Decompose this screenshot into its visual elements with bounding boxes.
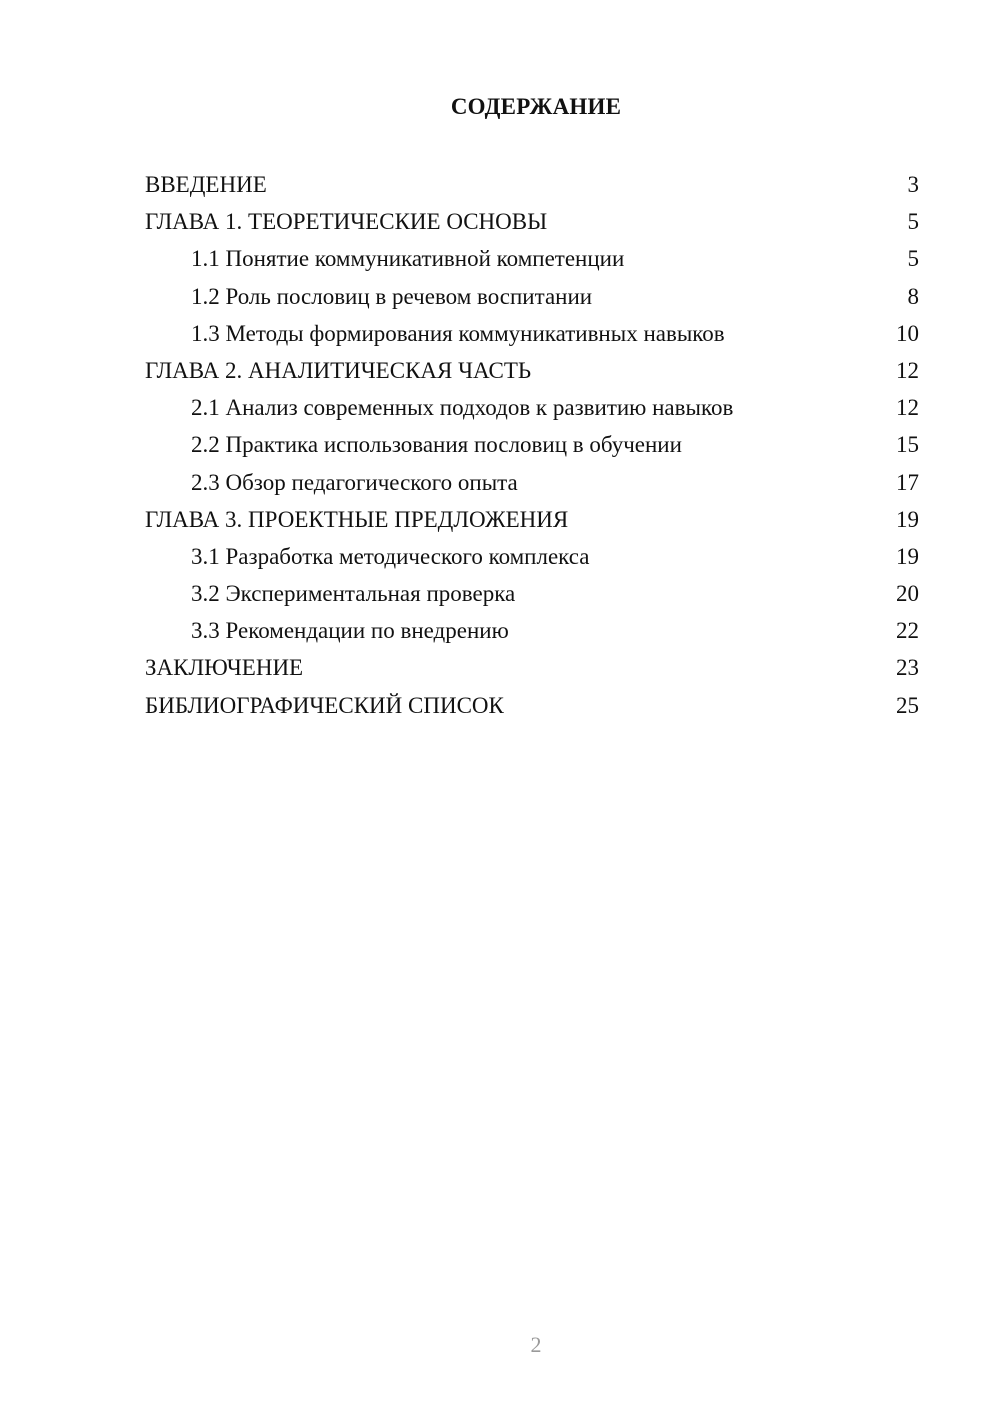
toc-entry-page: 8	[907, 283, 919, 309]
toc-entry-page: 12	[896, 395, 919, 421]
toc-entry-label: 2.2 Практика использования пословиц в обучении	[191, 432, 682, 458]
toc-entry-page: 20	[896, 581, 919, 607]
toc-entry-section-1-1[interactable]	[145, 240, 919, 277]
toc-entry-label: ГЛАВА 2. АНАЛИТИЧЕСКАЯ ЧАСТЬ	[145, 357, 532, 383]
toc-entry-label: 1.1 Понятие коммуникативной компетенции	[191, 246, 625, 272]
toc-entry-chapter-2[interactable]	[145, 352, 919, 389]
toc-entry-label: ЗАКЛЮЧЕНИЕ	[145, 655, 304, 681]
toc-entry-section-2-2[interactable]	[145, 426, 919, 463]
toc-entry-page: 19	[896, 506, 919, 532]
toc-entry-page: 17	[896, 469, 919, 495]
toc-entry-page: 23	[896, 655, 919, 681]
toc-entry-label: БИБЛИОГРАФИЧЕСКИЙ СПИСОК	[145, 692, 504, 718]
toc-entry-page: 15	[896, 432, 919, 458]
toc-entry-section-1-2[interactable]	[145, 278, 919, 315]
toc-entry-label: ВВЕДЕНИЕ	[145, 172, 267, 197]
toc-entry-label: 3.3 Рекомендации по внедрению	[191, 618, 509, 644]
toc-entry-label: ГЛАВА 3. ПРОЕКТНЫЕ ПРЕДЛОЖЕНИЯ	[145, 506, 569, 532]
toc-entry-label: 2.1 Анализ современных подходов к развитию навыков	[191, 395, 734, 421]
toc-entry-label: ГЛАВА 1. ТЕОРЕТИЧЕСКИЕ ОСНОВЫ	[145, 209, 548, 235]
toc-entry-section-3-2[interactable]	[145, 575, 919, 612]
toc-entry-page: 22	[896, 618, 919, 644]
toc-entry-section-3-1[interactable]	[145, 538, 919, 575]
toc-entry-label: 3.2 Экспериментальная проверка	[191, 581, 516, 607]
toc-entry-section-2-3[interactable]	[145, 464, 919, 501]
toc-entry-bibliography[interactable]	[145, 687, 919, 724]
toc-entry-page: 5	[907, 209, 919, 235]
toc-entry-page: 12	[896, 357, 919, 383]
toc-entry-chapter-3[interactable]	[145, 501, 919, 538]
toc-entry-page: 3	[907, 172, 919, 197]
toc-entry-conclusion[interactable]	[145, 649, 919, 686]
toc-entry-label: 2.3 Обзор педагогического опыта	[191, 469, 518, 495]
page-title: СОДЕРЖАНИЕ	[450, 94, 622, 119]
toc-entry-label: 3.1 Разработка методического комплекса	[191, 543, 590, 569]
toc-entry-section-3-3[interactable]	[145, 612, 919, 649]
toc-entry-section-1-3[interactable]	[145, 315, 919, 352]
toc-entry-chapter-1[interactable]	[145, 203, 919, 240]
toc-entry-label: 1.3 Методы формирования коммуникативных навыков	[191, 320, 725, 346]
table-of-contents	[145, 166, 919, 724]
toc-entry-page: 19	[896, 543, 919, 569]
toc-entry-label: 1.2 Роль пословиц в речевом воспитании	[191, 283, 593, 309]
toc-entry-section-2-1[interactable]	[145, 389, 919, 426]
toc-entry-page: 5	[907, 246, 919, 272]
toc-entry-introduction[interactable]	[145, 166, 919, 203]
page-number: 2	[530, 1332, 542, 1357]
toc-entry-page: 10	[896, 320, 919, 346]
toc-entry-page: 25	[896, 692, 919, 718]
